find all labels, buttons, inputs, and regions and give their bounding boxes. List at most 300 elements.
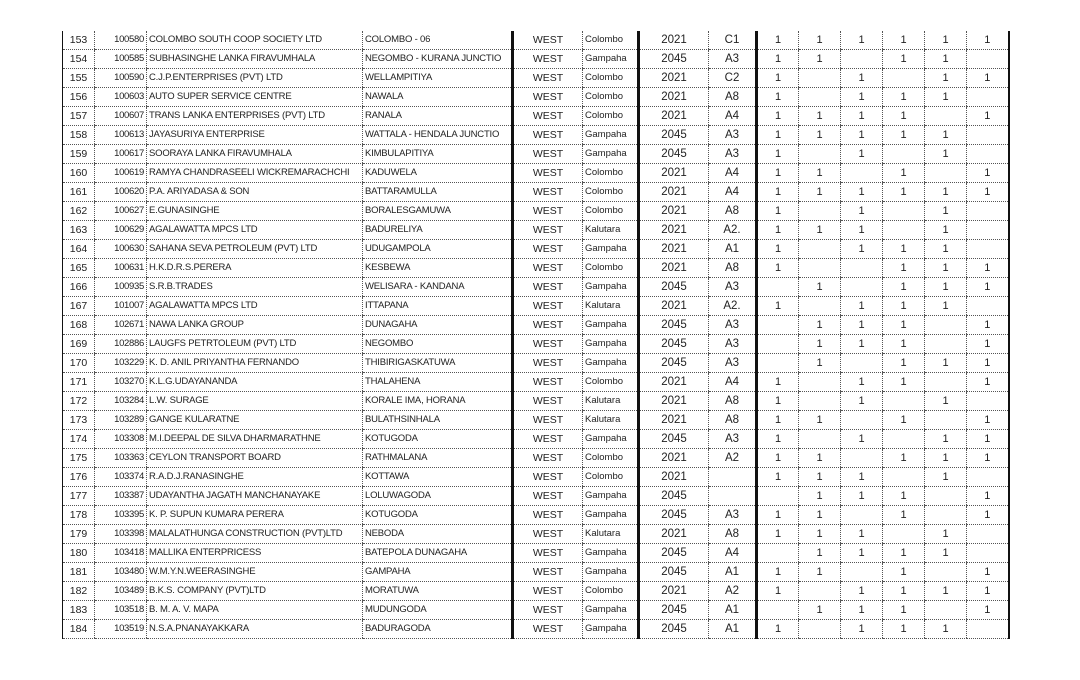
flag-6-cell: 1 — [967, 582, 1009, 601]
flag-6-cell: 1 — [967, 183, 1009, 202]
flag-6-cell: 1 — [967, 259, 1009, 278]
flag-3-cell: 1 — [841, 392, 883, 411]
location-cell: KESBEWA — [363, 259, 513, 278]
grade-cell: A3 — [709, 126, 757, 145]
location-cell: THALAHENA — [363, 373, 513, 392]
year-cell: 2045 — [639, 601, 709, 620]
flag-1-cell: 1 — [757, 107, 799, 126]
grade-cell: A4 — [709, 107, 757, 126]
flag-1-cell: 1 — [757, 506, 799, 525]
flag-3-cell: 1 — [841, 31, 883, 50]
dealer-name-cell: P.A. ARIYADASA & SON — [147, 183, 363, 202]
district-cell: Colombo — [583, 373, 639, 392]
flag-4-cell: 1 — [883, 31, 925, 50]
flag-4-cell: 1 — [883, 240, 925, 259]
grade-cell: A4 — [709, 544, 757, 563]
flag-1-cell: 1 — [757, 297, 799, 316]
year-cell: 2045 — [639, 620, 709, 639]
table-row — [63, 69, 1009, 88]
year-cell: 2021 — [639, 468, 709, 487]
table-row — [63, 31, 1009, 50]
dealer-name-cell: GANGE KULARATNE — [147, 411, 363, 430]
district-cell: Gampaha — [583, 278, 639, 297]
dealer-code-cell: 100627 — [95, 202, 147, 221]
location-cell: DUNAGAHA — [363, 316, 513, 335]
district-cell: Gampaha — [583, 544, 639, 563]
flag-2-cell — [799, 297, 841, 316]
flag-5-cell — [925, 601, 967, 620]
table-row — [63, 354, 1009, 373]
flag-5-cell: 1 — [925, 278, 967, 297]
district-cell: Gampaha — [583, 601, 639, 620]
flag-4-cell: 1 — [883, 373, 925, 392]
district-cell: Gampaha — [583, 335, 639, 354]
district-cell: Gampaha — [583, 563, 639, 582]
row-number-cell: 172 — [63, 392, 95, 411]
flag-6-cell — [967, 468, 1009, 487]
province-cell: WEST — [513, 240, 583, 259]
location-cell: BATEPOLA DUNAGAHA — [363, 544, 513, 563]
flag-3-cell — [841, 164, 883, 183]
grade-cell: A1 — [709, 563, 757, 582]
year-cell: 2021 — [639, 449, 709, 468]
flag-1-cell — [757, 544, 799, 563]
dealer-code-cell: 102886 — [95, 335, 147, 354]
district-cell: Colombo — [583, 183, 639, 202]
table-row — [63, 411, 1009, 430]
flag-5-cell — [925, 164, 967, 183]
row-number-cell: 159 — [63, 145, 95, 164]
dealer-name-cell: C.J.P.ENTERPRISES (PVT) LTD — [147, 69, 363, 88]
flag-1-cell: 1 — [757, 126, 799, 145]
row-number-cell: 162 — [63, 202, 95, 221]
year-cell: 2021 — [639, 582, 709, 601]
dealer-name-cell: SOORAYA LANKA FIRAVUMHALA — [147, 145, 363, 164]
location-cell: NAWALA — [363, 88, 513, 107]
dealer-name-cell: R.A.D.J.RANASINGHE — [147, 468, 363, 487]
province-cell: WEST — [513, 354, 583, 373]
province-cell: WEST — [513, 563, 583, 582]
district-cell: Gampaha — [583, 316, 639, 335]
flag-6-cell — [967, 50, 1009, 69]
grade-cell: A2. — [709, 221, 757, 240]
district-cell: Kalutara — [583, 297, 639, 316]
table-row — [63, 278, 1009, 297]
table-row — [63, 240, 1009, 259]
province-cell: WEST — [513, 544, 583, 563]
district-cell: Gampaha — [583, 487, 639, 506]
grade-cell: A2. — [709, 297, 757, 316]
flag-3-cell: 1 — [841, 183, 883, 202]
dealer-name-cell: UDAYANTHA JAGATH MANCHANAYAKE — [147, 487, 363, 506]
dealer-code-cell: 103387 — [95, 487, 147, 506]
flag-1-cell: 1 — [757, 468, 799, 487]
flag-1-cell — [757, 335, 799, 354]
dealer-code-cell: 100607 — [95, 107, 147, 126]
grade-cell: A1 — [709, 240, 757, 259]
flag-5-cell: 1 — [925, 202, 967, 221]
row-number-cell: 155 — [63, 69, 95, 88]
year-cell: 2021 — [639, 107, 709, 126]
row-number-cell: 164 — [63, 240, 95, 259]
district-cell: Colombo — [583, 88, 639, 107]
district-cell: Gampaha — [583, 50, 639, 69]
dealer-name-cell: SAHANA SEVA PETROLEUM (PVT) LTD — [147, 240, 363, 259]
province-cell: WEST — [513, 392, 583, 411]
flag-2-cell: 1 — [799, 563, 841, 582]
grade-cell: A4 — [709, 373, 757, 392]
location-cell: KOTUGODA — [363, 506, 513, 525]
dealer-code-cell: 103518 — [95, 601, 147, 620]
location-cell: MUDUNGODA — [363, 601, 513, 620]
dealer-name-cell: LAUGFS PETRTOLEUM (PVT) LTD — [147, 335, 363, 354]
flag-6-cell: 1 — [967, 506, 1009, 525]
flag-5-cell: 1 — [925, 50, 967, 69]
flag-6-cell — [967, 525, 1009, 544]
dealer-name-cell: COLOMBO SOUTH COOP SOCIETY LTD — [147, 31, 363, 50]
dealer-name-cell: K. D. ANIL PRIYANTHA FERNANDO — [147, 354, 363, 373]
province-cell: WEST — [513, 202, 583, 221]
flag-1-cell: 1 — [757, 183, 799, 202]
flag-1-cell: 1 — [757, 411, 799, 430]
location-cell: KIMBULAPITIYA — [363, 145, 513, 164]
flag-4-cell — [883, 69, 925, 88]
province-cell: WEST — [513, 69, 583, 88]
flag-4-cell — [883, 468, 925, 487]
province-cell: WEST — [513, 145, 583, 164]
dealer-name-cell: JAYASURIYA ENTERPRISE — [147, 126, 363, 145]
flag-5-cell — [925, 373, 967, 392]
flag-5-cell: 1 — [925, 392, 967, 411]
table-row — [63, 544, 1009, 563]
grade-cell: A2 — [709, 449, 757, 468]
flag-1-cell: 1 — [757, 240, 799, 259]
district-cell: Kalutara — [583, 525, 639, 544]
year-cell: 2045 — [639, 278, 709, 297]
year-cell: 2021 — [639, 164, 709, 183]
dealer-table-body — [63, 31, 1009, 639]
year-cell: 2021 — [639, 202, 709, 221]
flag-1-cell: 1 — [757, 563, 799, 582]
year-cell: 2021 — [639, 297, 709, 316]
grade-cell: A3 — [709, 430, 757, 449]
dealer-name-cell: TRANS LANKA ENTERPRISES (PVT) LTD — [147, 107, 363, 126]
location-cell: GAMPAHA — [363, 563, 513, 582]
province-cell: WEST — [513, 487, 583, 506]
year-cell: 2045 — [639, 316, 709, 335]
flag-2-cell — [799, 240, 841, 259]
district-cell: Colombo — [583, 582, 639, 601]
province-cell: WEST — [513, 259, 583, 278]
flag-5-cell — [925, 411, 967, 430]
flag-3-cell: 1 — [841, 88, 883, 107]
flag-5-cell: 1 — [925, 69, 967, 88]
province-cell: WEST — [513, 164, 583, 183]
row-number-cell: 183 — [63, 601, 95, 620]
province-cell: WEST — [513, 297, 583, 316]
flag-4-cell: 1 — [883, 411, 925, 430]
flag-2-cell — [799, 259, 841, 278]
flag-2-cell: 1 — [799, 601, 841, 620]
flag-4-cell: 1 — [883, 487, 925, 506]
location-cell: BATTARAMULLA — [363, 183, 513, 202]
location-cell: KORALE IMA, HORANA — [363, 392, 513, 411]
location-cell: BORALESGAMUWA — [363, 202, 513, 221]
province-cell: WEST — [513, 50, 583, 69]
flag-4-cell: 1 — [883, 582, 925, 601]
province-cell: WEST — [513, 506, 583, 525]
flag-2-cell: 1 — [799, 50, 841, 69]
province-cell: WEST — [513, 278, 583, 297]
grade-cell: A8 — [709, 411, 757, 430]
flag-4-cell: 1 — [883, 544, 925, 563]
flag-4-cell: 1 — [883, 107, 925, 126]
year-cell: 2021 — [639, 69, 709, 88]
province-cell: WEST — [513, 582, 583, 601]
flag-6-cell: 1 — [967, 107, 1009, 126]
district-cell: Colombo — [583, 164, 639, 183]
location-cell: COLOMBO - 06 — [363, 31, 513, 50]
flag-6-cell: 1 — [967, 31, 1009, 50]
flag-2-cell — [799, 582, 841, 601]
grade-cell — [709, 487, 757, 506]
dealer-name-cell: K.L.G.UDAYANANDA — [147, 373, 363, 392]
district-cell: Gampaha — [583, 126, 639, 145]
row-number-cell: 168 — [63, 316, 95, 335]
year-cell: 2045 — [639, 126, 709, 145]
flag-1-cell: 1 — [757, 69, 799, 88]
flag-2-cell: 1 — [799, 506, 841, 525]
flag-1-cell: 1 — [757, 50, 799, 69]
flag-3-cell: 1 — [841, 620, 883, 639]
table-row — [63, 525, 1009, 544]
year-cell: 2021 — [639, 259, 709, 278]
grade-cell: A2 — [709, 582, 757, 601]
flag-2-cell: 1 — [799, 468, 841, 487]
flag-1-cell: 1 — [757, 582, 799, 601]
flag-3-cell: 1 — [841, 582, 883, 601]
grade-cell: A1 — [709, 601, 757, 620]
flag-3-cell — [841, 506, 883, 525]
dealer-name-cell: B. M. A. V. MAPA — [147, 601, 363, 620]
flag-1-cell: 1 — [757, 259, 799, 278]
grade-cell: C1 — [709, 31, 757, 50]
location-cell: RANALA — [363, 107, 513, 126]
row-number-cell: 161 — [63, 183, 95, 202]
flag-1-cell: 1 — [757, 88, 799, 107]
flag-3-cell: 1 — [841, 601, 883, 620]
flag-2-cell — [799, 430, 841, 449]
flag-3-cell — [841, 354, 883, 373]
flag-2-cell: 1 — [799, 354, 841, 373]
flag-6-cell: 1 — [967, 449, 1009, 468]
table-row — [63, 582, 1009, 601]
flag-4-cell — [883, 145, 925, 164]
flag-4-cell: 1 — [883, 88, 925, 107]
flag-5-cell: 1 — [925, 620, 967, 639]
row-number-cell: 160 — [63, 164, 95, 183]
dealer-name-cell: CEYLON TRANSPORT BOARD — [147, 449, 363, 468]
province-cell: WEST — [513, 126, 583, 145]
dealer-code-cell: 103519 — [95, 620, 147, 639]
flag-4-cell: 1 — [883, 297, 925, 316]
location-cell: BULATHSINHALA — [363, 411, 513, 430]
province-cell: WEST — [513, 411, 583, 430]
row-number-cell: 181 — [63, 563, 95, 582]
table-row — [63, 297, 1009, 316]
flag-1-cell: 1 — [757, 620, 799, 639]
year-cell: 2021 — [639, 392, 709, 411]
district-cell: Kalutara — [583, 411, 639, 430]
flag-1-cell: 1 — [757, 449, 799, 468]
table-row — [63, 449, 1009, 468]
flag-5-cell: 1 — [925, 582, 967, 601]
flag-6-cell — [967, 145, 1009, 164]
year-cell: 2045 — [639, 354, 709, 373]
dealer-name-cell: L.W. SURAGE — [147, 392, 363, 411]
dealer-code-cell: 100603 — [95, 88, 147, 107]
flag-6-cell: 1 — [967, 69, 1009, 88]
flag-5-cell — [925, 506, 967, 525]
year-cell: 2045 — [639, 430, 709, 449]
flag-6-cell — [967, 620, 1009, 639]
flag-4-cell — [883, 221, 925, 240]
flag-6-cell: 1 — [967, 487, 1009, 506]
district-cell: Colombo — [583, 259, 639, 278]
flag-6-cell — [967, 88, 1009, 107]
district-cell: Colombo — [583, 107, 639, 126]
grade-cell: A8 — [709, 259, 757, 278]
table-row — [63, 430, 1009, 449]
location-cell: NEGOMBO - KURANA JUNCTIO — [363, 50, 513, 69]
flag-1-cell: 1 — [757, 373, 799, 392]
flag-5-cell: 1 — [925, 430, 967, 449]
district-cell: Gampaha — [583, 240, 639, 259]
location-cell: RATHMALANA — [363, 449, 513, 468]
dealer-name-cell: AUTO SUPER SERVICE CENTRE — [147, 88, 363, 107]
dealer-name-cell: SUBHASINGHE LANKA FIRAVUMHALA — [147, 50, 363, 69]
flag-4-cell: 1 — [883, 50, 925, 69]
table-row — [63, 50, 1009, 69]
flag-4-cell — [883, 202, 925, 221]
table-row — [63, 107, 1009, 126]
row-number-cell: 177 — [63, 487, 95, 506]
year-cell: 2045 — [639, 50, 709, 69]
flag-6-cell: 1 — [967, 354, 1009, 373]
location-cell: ITTAPANA — [363, 297, 513, 316]
row-number-cell: 174 — [63, 430, 95, 449]
location-cell: BADURELIYA — [363, 221, 513, 240]
flag-2-cell: 1 — [799, 31, 841, 50]
flag-6-cell: 1 — [967, 601, 1009, 620]
flag-6-cell — [967, 221, 1009, 240]
flag-3-cell: 1 — [841, 468, 883, 487]
flag-4-cell — [883, 392, 925, 411]
district-cell: Colombo — [583, 449, 639, 468]
flag-5-cell: 1 — [925, 449, 967, 468]
table-row — [63, 506, 1009, 525]
flag-3-cell: 1 — [841, 221, 883, 240]
year-cell: 2045 — [639, 487, 709, 506]
flag-6-cell — [967, 297, 1009, 316]
flag-2-cell — [799, 373, 841, 392]
table-row — [63, 620, 1009, 639]
table-row — [63, 392, 1009, 411]
row-number-cell: 178 — [63, 506, 95, 525]
flag-3-cell: 1 — [841, 430, 883, 449]
flag-2-cell — [799, 88, 841, 107]
table-row — [63, 221, 1009, 240]
province-cell: WEST — [513, 620, 583, 639]
district-cell: Gampaha — [583, 354, 639, 373]
flag-4-cell: 1 — [883, 449, 925, 468]
flag-5-cell: 1 — [925, 525, 967, 544]
dealer-name-cell: W.M.Y.N.WEERASINGHE — [147, 563, 363, 582]
flag-3-cell: 1 — [841, 487, 883, 506]
flag-6-cell: 1 — [967, 164, 1009, 183]
grade-cell: A8 — [709, 88, 757, 107]
grade-cell: A3 — [709, 50, 757, 69]
dealer-name-cell: AGALAWATTA MPCS LTD — [147, 297, 363, 316]
row-number-cell: 153 — [63, 31, 95, 50]
flag-3-cell: 1 — [841, 240, 883, 259]
province-cell: WEST — [513, 335, 583, 354]
table-row — [63, 183, 1009, 202]
table-row — [63, 145, 1009, 164]
flag-1-cell — [757, 487, 799, 506]
flag-4-cell: 1 — [883, 354, 925, 373]
flag-3-cell — [841, 50, 883, 69]
dealer-name-cell: S.R.B.TRADES — [147, 278, 363, 297]
province-cell: WEST — [513, 430, 583, 449]
flag-6-cell: 1 — [967, 316, 1009, 335]
location-cell: WELISARA - KANDANA — [363, 278, 513, 297]
flag-3-cell: 1 — [841, 297, 883, 316]
year-cell: 2045 — [639, 506, 709, 525]
province-cell: WEST — [513, 183, 583, 202]
flag-6-cell — [967, 240, 1009, 259]
location-cell: LOLUWAGODA — [363, 487, 513, 506]
flag-2-cell — [799, 69, 841, 88]
dealer-name-cell: H.K.D.R.S.PERERA — [147, 259, 363, 278]
flag-5-cell: 1 — [925, 544, 967, 563]
dealer-name-cell: MALLIKA ENTERPRICESS — [147, 544, 363, 563]
location-cell: NEBODA — [363, 525, 513, 544]
flag-1-cell: 1 — [757, 392, 799, 411]
row-number-cell: 184 — [63, 620, 95, 639]
flag-5-cell: 1 — [925, 88, 967, 107]
dealer-code-cell: 103418 — [95, 544, 147, 563]
grade-cell: A3 — [709, 278, 757, 297]
district-cell: Kalutara — [583, 392, 639, 411]
table-row — [63, 563, 1009, 582]
province-cell: WEST — [513, 525, 583, 544]
flag-2-cell — [799, 202, 841, 221]
row-number-cell: 175 — [63, 449, 95, 468]
flag-1-cell — [757, 354, 799, 373]
dealer-code-cell: 100619 — [95, 164, 147, 183]
dealer-code-cell: 100629 — [95, 221, 147, 240]
flag-3-cell: 1 — [841, 202, 883, 221]
row-number-cell: 180 — [63, 544, 95, 563]
flag-2-cell: 1 — [799, 411, 841, 430]
row-number-cell: 170 — [63, 354, 95, 373]
district-cell: Gampaha — [583, 145, 639, 164]
row-number-cell: 163 — [63, 221, 95, 240]
row-number-cell: 154 — [63, 50, 95, 69]
dealer-code-cell: 101007 — [95, 297, 147, 316]
flag-6-cell — [967, 202, 1009, 221]
